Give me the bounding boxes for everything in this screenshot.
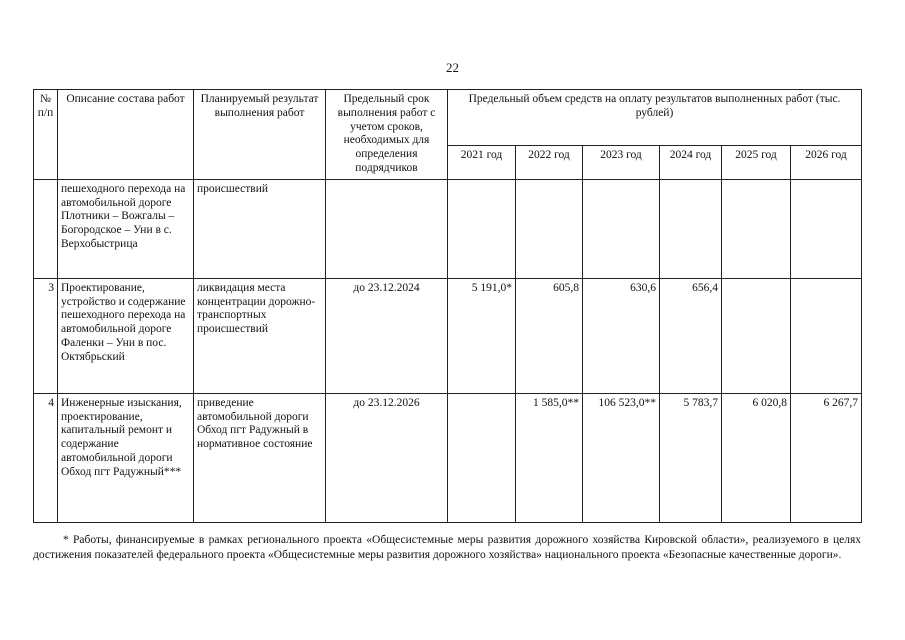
row-value-2021: [448, 393, 516, 522]
row-deadline: до 23.12.2024: [326, 278, 448, 393]
header-year: 2021 год: [448, 146, 516, 180]
header-year: 2025 год: [722, 146, 791, 180]
table-row: [34, 179, 862, 278]
row-value-2023: [583, 179, 660, 278]
row-value-2025: [722, 278, 791, 393]
header-year: 2026 год: [791, 146, 862, 180]
row-deadline: до 23.12.2026: [326, 393, 448, 522]
header-result: Планируемый результат выполнения работ: [194, 90, 326, 180]
row-num: 3: [34, 278, 58, 393]
table-row: [34, 393, 862, 522]
row-result: ликвидация места концентрации дорожно-транспортных происшествий: [194, 278, 326, 393]
row-value-2024: 5 783,7: [660, 393, 722, 522]
row-value-2022: 605,8: [516, 278, 583, 393]
header-num: № п/п: [34, 90, 58, 180]
header-deadline: Предельный срок выполнения работ с учетом сроков, необходимых для определения подрядчиков: [326, 90, 448, 180]
header-year: 2023 год: [583, 146, 660, 180]
row-value-2023: 106 523,0**: [583, 393, 660, 522]
header-funding: Предельный объем средств на оплату результатов выполненных работ (тыс. рублей): [448, 90, 862, 146]
row-description: Проектирование, устройство и содержание пешеходного перехода на автомобильной дороге Фаленки – Уни в пос. Октябрьский: [58, 278, 194, 393]
row-value-2021: [448, 179, 516, 278]
page-number: 22: [446, 60, 459, 75]
row-value-2024: 656,4: [660, 278, 722, 393]
row-deadline: [326, 179, 448, 278]
row-value-2026: [791, 179, 862, 278]
footnote: * Работы, финансируемые в рамках регионального проекта «Общесистемные меры развития дорожного хозяйства Кировской области», реализуемого в целях достижения показателей федерального проекта «Общесистемные меры развития дорожного хозяйства» национального проекта «Безопасные качественные дороги».: [33, 534, 861, 561]
row-num: [34, 179, 58, 278]
row-value-2022: [516, 179, 583, 278]
table-row: [34, 278, 862, 393]
header-year: 2024 год: [660, 146, 722, 180]
row-value-2023: 630,6: [583, 278, 660, 393]
row-value-2022: 1 585,0**: [516, 393, 583, 522]
header-year: 2022 год: [516, 146, 583, 180]
row-value-2025: 6 020,8: [722, 393, 791, 522]
row-value-2021: 5 191,0*: [448, 278, 516, 393]
row-result: происшествий: [194, 179, 326, 278]
table-header-row: [34, 90, 862, 146]
row-num: 4: [34, 393, 58, 522]
row-value-2026: [791, 278, 862, 393]
row-value-2025: [722, 179, 791, 278]
row-description: пешеходного перехода на автомобильной дороге Плотники – Вожгалы – Богородское – Уни в с. Верхобыстрица: [58, 179, 194, 278]
row-value-2026: 6 267,7: [791, 393, 862, 522]
row-description: Инженерные изыскания, проектирование, капитальный ремонт и содержание автомобильной дороги Обход пгт Радужный***: [58, 393, 194, 522]
works-table: [33, 89, 862, 523]
row-result: приведение автомобильной дороги Обход пгт Радужный в нормативное состояние: [194, 393, 326, 522]
header-description: Описание состава работ: [58, 90, 194, 180]
row-value-2024: [660, 179, 722, 278]
